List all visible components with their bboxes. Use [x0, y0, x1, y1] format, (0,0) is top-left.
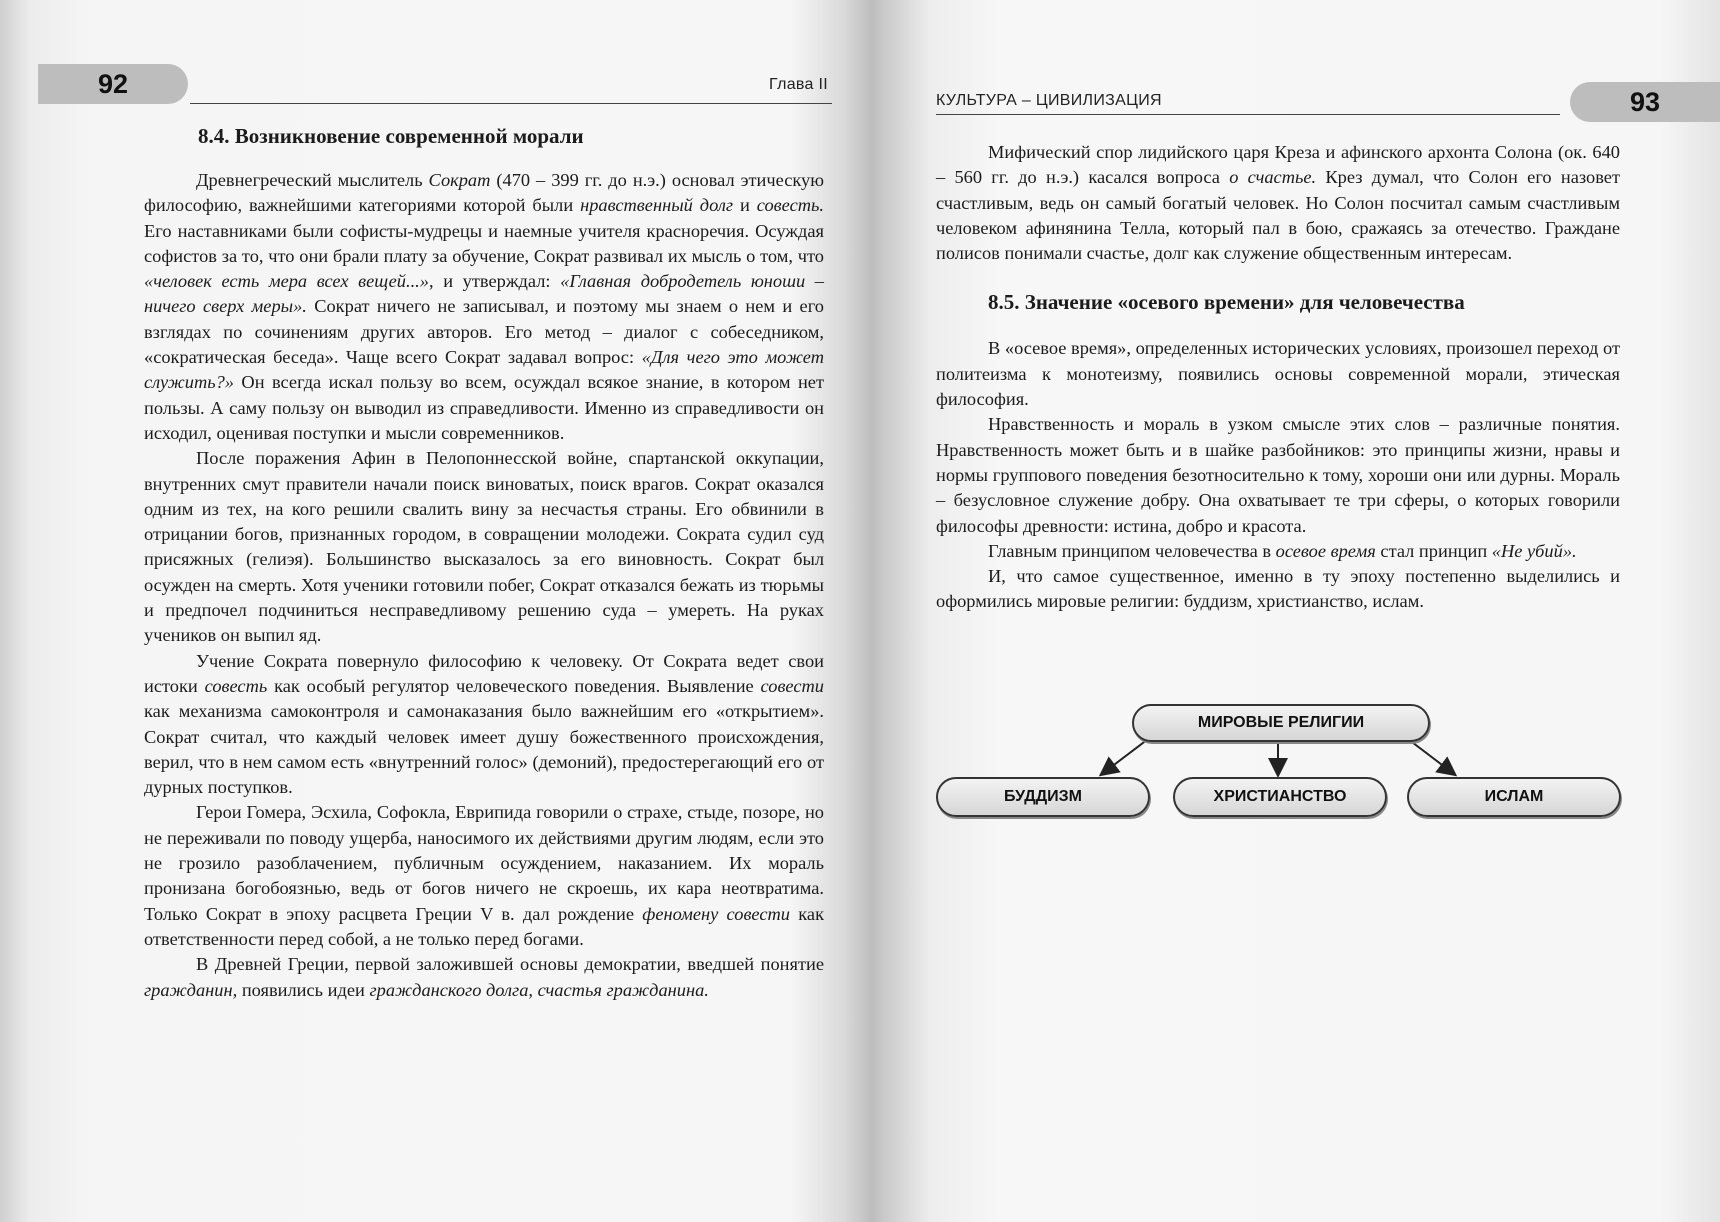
italic-text: о счастье. [1229, 167, 1317, 188]
text-run: , и утверждал: [428, 271, 561, 292]
italic-text: гражданского долга, счастья гражданина. [369, 979, 709, 1000]
text-run: (470 – 399 гг. до н.э.) основал этическую философию, важнейшими категориями которой были [144, 170, 824, 216]
world-religions-diagram [936, 700, 1620, 830]
italic-text: «Не убий». [1491, 540, 1577, 561]
italic-text: осевое время [1275, 540, 1376, 561]
italic-text: гражданин, [144, 979, 238, 1000]
diagram-node-buddhism: БУДДИЗМ [936, 777, 1150, 817]
left-paragraphs [144, 168, 824, 1003]
text-run: Он всегда искал пользу во всем, осуждал всякое знание, в котором нет пользы. А саму пользу он выводил из справедливости. Именно из справедливости он исходил, оценивая поступки и мысли современников. [144, 372, 824, 443]
text-run: появились идеи [237, 979, 370, 1000]
right-page [880, 0, 1720, 1222]
section-title: 8.5. Значение «осевого времени» для человечества [988, 290, 1465, 315]
paragraph [936, 336, 1620, 412]
paragraph [144, 952, 824, 1003]
text-run: После поражения Афин в Пелопоннесской войне, спартанской оккупации, внутренних смут правители начали поиск виноватых, поиск врагов. Сократ оказался одним из тех, на кого решили свалить вину за несчастья страны. Его обвинили в отрицании богов, признанных городом, в совращении молодежи. Сократа судил суд присяжных (гелиэя). Большинство высказалось за его виновность. Сократ был осужден на смерть. Хотя ученики готовили побег, Сократ отказался бежать из тюрьмы и предпочел подчиниться несправедливому решению суда – умереть. На руках учеников он выпил яд. [144, 448, 824, 646]
text-run: Главным принципом человечества в [988, 540, 1276, 561]
text-run: В Древней Греции, первой заложившей основы демократии, введшей понятие [196, 954, 824, 975]
text-run: Крез думал, что Солон его назовет счастливым, ведь он самый богатый человек. Но Солон посчитал самым счастливым человеком афинянина Телла, который пал в бою, сражаясь за отечество. Граждане полисов понимали счастье, долг как служение общественным интересам. [936, 167, 1620, 264]
text-run: стал принцип [1375, 540, 1492, 561]
text-run: как особый регулятор человеческого поведения. Выявление [267, 675, 761, 696]
italic-text: Сократ [428, 170, 491, 190]
diagram-node-islam: ИСЛАМ [1407, 777, 1621, 817]
right-paragraphs [936, 336, 1620, 614]
page-number: 92 [38, 64, 188, 104]
text-run: Мифический спор лидийского царя Креза и афинского архонта Солона (ок. 640 – 560 гг. до н.э.) касался вопроса [936, 142, 1620, 188]
paragraph [144, 168, 824, 446]
italic-text: совесть. [756, 195, 824, 216]
text-run: Древнегреческий мыслитель [196, 170, 429, 190]
diagram-root-node: МИРОВЫЕ РЕЛИГИИ [1132, 704, 1430, 742]
text-run: Учение Сократа повернуло философию к человеку. От Сократа ведет свои истоки [144, 650, 824, 696]
running-head: КУЛЬТУРА – ЦИВИЛИЗАЦИЯ [936, 92, 1162, 109]
running-head: Глава II [769, 76, 828, 93]
text-run: В «осевое время», определенных исторических условиях, произошел переход от политеизма к монотеизму, появились основы современной морали, этическая философия. [936, 338, 1620, 410]
italic-text: совести [760, 675, 824, 696]
paragraph [936, 412, 1620, 538]
text-run: И, что самое существенное, именно в ту эпоху постепенно выделились и оформились мировые религии: буддизм, христианство, ислам. [936, 566, 1620, 612]
paragraph [144, 446, 824, 648]
intro-paragraph [936, 140, 1620, 266]
page-number: 93 [1570, 82, 1720, 122]
paragraph [144, 800, 824, 952]
italic-text: феномену совести [642, 903, 790, 924]
left-text-column [144, 122, 824, 1003]
text-run: Нравственность и мораль в узком смысле этих слов – различные понятия. Нравственность может быть и в шайке разбойников: это принципы жизни, нравы и нормы группового поведения безотносительно к тому, хороши они или дурны. Мораль – безусловное служение добру. Она охватывает те три сферы, о которых говорили философы древности: истина, добро и красота. [936, 414, 1620, 536]
header-rule [190, 103, 832, 104]
paragraph [144, 649, 824, 801]
text-run: как ответственности перед собой, а не только перед богами. [144, 903, 825, 949]
italic-text: нравственный долг [580, 195, 734, 216]
header-rule [936, 114, 1560, 115]
right-text-column [936, 140, 1620, 615]
italic-text: «человек есть мера всех вещей...» [144, 271, 429, 292]
arrow-to-buddhism [1102, 736, 1152, 774]
paragraph [936, 539, 1620, 564]
text-run: как механизма самоконтроля и самонаказания было важнейшим его «открытием». Сократ считал, что каждый человек имеет душу божественного происхождения, верил, что в нем самом есть «внутренний голос» (демоний), предостерегающий его от дурных поступков. [144, 701, 824, 798]
diagram-node-christianity: ХРИСТИАНСТВО [1173, 777, 1387, 817]
text-run: Сократ ничего не записывал, и поэтому мы знаем о нем и его взглядах по сочинениям других авторов. Его метод – диалог с собеседником, «сократическая беседа». Чаще всего Сократ задавал вопрос: [144, 296, 824, 368]
section-title: 8.4. Возникновение современной морали [198, 124, 584, 148]
italic-text: «Главная добродетель юноши – ничего сверх меры». [144, 271, 824, 317]
italic-text: совесть [204, 675, 268, 696]
text-run: Его наставниками были софисты-мудрецы и наемные учителя красноречия. Осуждая софистов за то, что они брали плату за обучение, Сократ развивал их мысль о том, что [144, 220, 824, 266]
italic-text: «Для чего это может служить?» [144, 347, 824, 393]
text-run: Герои Гомера, Эсхила, Софокла, Еврипида говорили о страхе, стыде, позоре, но не переживали по поводу ущерба, наносимого их действиями другим людям, если это не грозило разоблачением, публичным осуждением, наказанием. Их мораль пронизана богобоязнью, ведь от богов ничего не скроешь, их кара неотвратима. Только Сократ в эпоху расцвета Греции V в. дал рождение [144, 802, 824, 924]
text-run: и [733, 195, 757, 216]
paragraph [936, 564, 1620, 615]
paragraph [936, 140, 1620, 266]
